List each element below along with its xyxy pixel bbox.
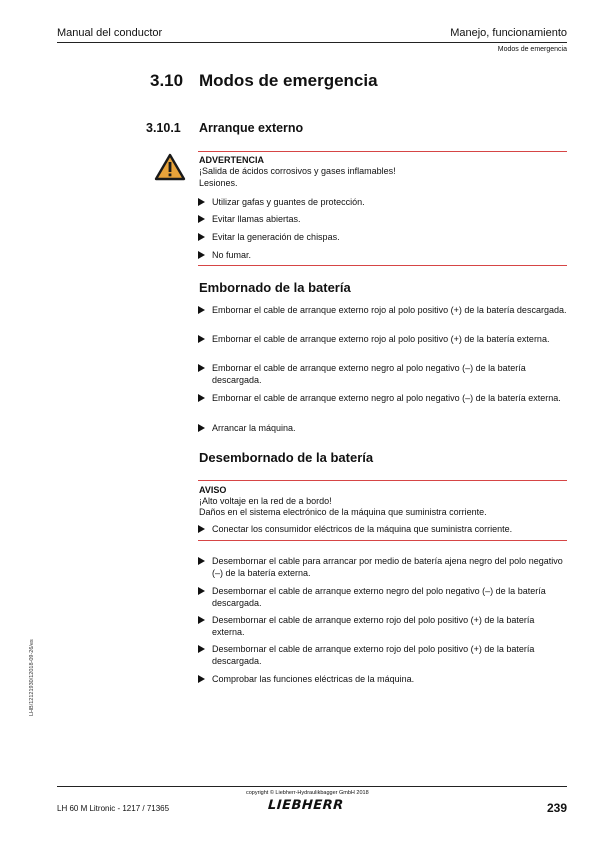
bullet-arrow-icon (198, 364, 205, 372)
bullet-arrow-icon (198, 675, 205, 683)
section-number: 3.10 (150, 71, 184, 90)
bullet-arrow-icon (198, 215, 205, 223)
connect-bullet: Embornar el cable de arranque externo negro al polo negativo (–) de la batería externa. (198, 393, 568, 405)
section-title: Modos de emergencia (199, 71, 378, 90)
bullet-arrow-icon (198, 233, 205, 241)
warning-bullet: No fumar. (198, 250, 568, 262)
footer-copyright: copyright © Liebherr-Hydraulikbagger GmbH 2018 (246, 790, 369, 796)
connect-bullet: Embornar el cable de arranque externo rojo al polo positivo (+) de la batería externa. (198, 334, 568, 346)
connect-bullet: Embornar el cable de arranque externo negro al polo negativo (–) de la batería descargada. (198, 363, 568, 386)
connect-title: Embornado de la batería (199, 280, 351, 295)
notice-line-2: Daños en el sistema electrónico de la máquina que suministra corriente. (199, 507, 487, 517)
warning-bullet: Evitar la generación de chispas. (198, 232, 568, 244)
disconnect-bullet: Desembornar el cable de arranque externo rojo del polo positivo (+) de la batería externa. (198, 615, 568, 638)
warning-top-rule (198, 151, 567, 152)
notice-bullet: Conectar los consumidor eléctricos de la máquina que suministra corriente. (198, 524, 568, 536)
bullet-arrow-icon (198, 525, 205, 533)
notice-bottom-rule (198, 540, 567, 541)
warning-triangle-icon (154, 153, 186, 181)
warning-line-1: ¡Salida de ácidos corrosivos y gases inflamables! (199, 166, 396, 176)
connect-bullet: Embornar el cable de arranque externo rojo al polo positivo (+) de la batería descargada. (198, 305, 568, 317)
bullet-arrow-icon (198, 645, 205, 653)
header-left: Manual del conductor (57, 27, 163, 39)
footer-model: LH 60 M Litronic - 1217 / 71365 (57, 804, 170, 813)
warning-label: ADVERTENCIA (199, 155, 265, 165)
notice-top-rule (198, 480, 567, 481)
disconnect-bullet: Comprobar las funciones eléctricas de la máquina. (198, 674, 568, 686)
bullet-arrow-icon (198, 587, 205, 595)
bullet-arrow-icon (198, 394, 205, 402)
header-rule (57, 42, 567, 43)
warning-bullet: Utilizar gafas y guantes de protección. (198, 197, 568, 209)
warning-line-2: Lesiones. (199, 178, 238, 188)
header-right: Manejo, funcionamiento (450, 27, 567, 39)
disconnect-bullet: Desembornar el cable de arranque externo negro del polo negativo (–) de la batería descargada. (198, 586, 568, 609)
bullet-arrow-icon (198, 557, 205, 565)
footer-rule (57, 786, 567, 787)
subsection-title: Arranque externo (199, 121, 304, 135)
disconnect-bullet: Desembornar el cable de arranque externo rojo del polo positivo (+) de la batería descargada. (198, 644, 568, 667)
header-sub: Modos de emergencia (497, 46, 567, 53)
bullet-arrow-icon (198, 251, 205, 259)
bullet-arrow-icon (198, 424, 205, 432)
bullet-arrow-icon (198, 616, 205, 624)
liebherr-logo: LIEBHERR (267, 798, 345, 813)
disconnect-title: Desembornado de la batería (199, 450, 374, 465)
warning-bullet: Evitar llamas abiertas. (198, 214, 568, 226)
subsection-number: 3.10.1 (146, 121, 181, 135)
bullet-arrow-icon (198, 306, 205, 314)
bullet-arrow-icon (198, 198, 205, 206)
notice-line-1: ¡Alto voltaje en la red de a bordo! (199, 496, 332, 506)
notice-label: AVISO (199, 485, 227, 495)
page-number: 239 (546, 801, 567, 815)
disconnect-bullet: Desembornar el cable para arrancar por medio de batería ajena negro del polo negativo (–) de la batería externa. (198, 556, 568, 579)
side-doc-id: LHB/12121930/12018-09-26/es (29, 639, 35, 716)
bullet-arrow-icon (198, 335, 205, 343)
connect-bullet: Arrancar la máquina. (198, 423, 568, 435)
warning-bottom-rule (198, 265, 567, 266)
